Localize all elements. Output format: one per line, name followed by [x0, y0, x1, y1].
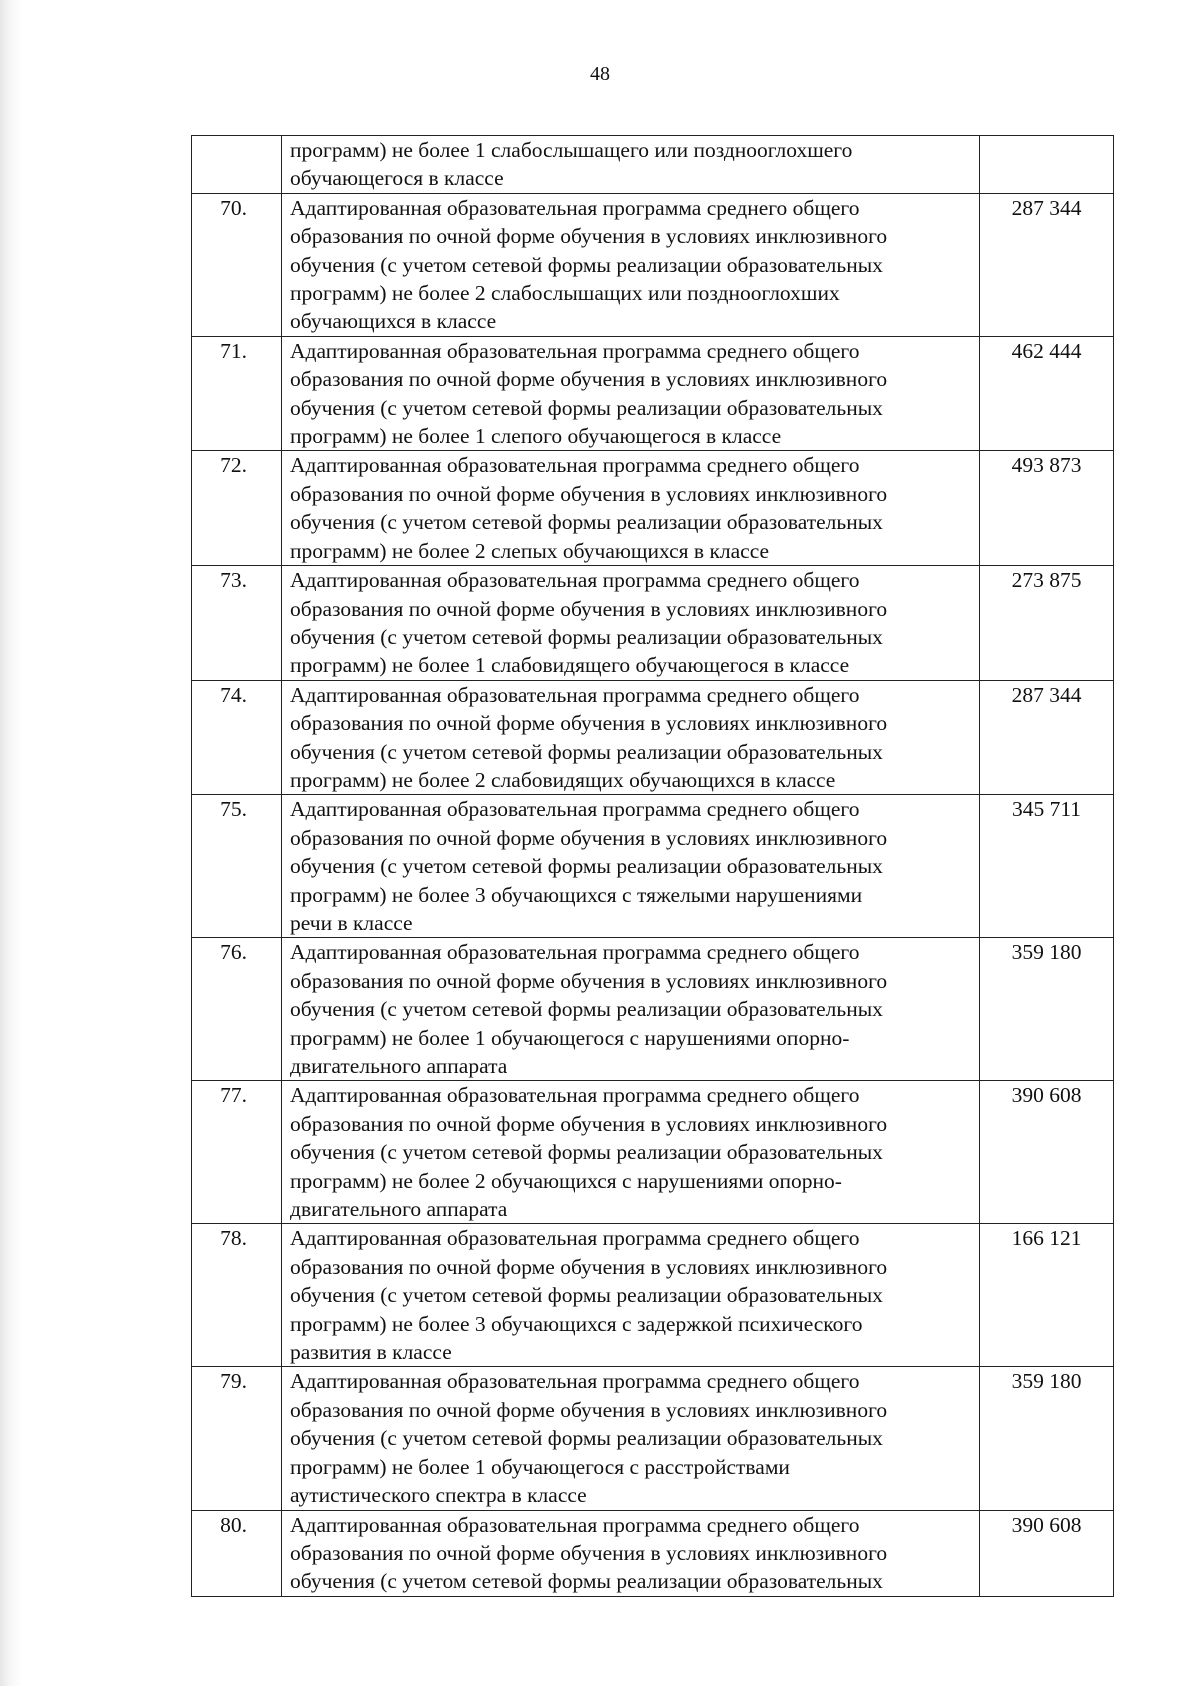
row-number: 70. — [192, 193, 282, 336]
description-line: Адаптированная образовательная программа среднего общего — [290, 682, 860, 707]
description-line: программ) не более 1 слабовидящего обучающегося в классе — [290, 653, 850, 678]
description-line: обучения (с учетом сетевой формы реализации образовательных — [290, 997, 883, 1022]
cost-amount — [980, 136, 1114, 194]
description-line: двигательного аппарата — [290, 1054, 508, 1078]
description-line: двигательного аппарата — [290, 1197, 508, 1222]
description-line: обучения (с учетом сетевой формы реализации образовательных — [290, 252, 883, 277]
row-number: 74. — [192, 680, 282, 795]
description-line: обучения (с учетом сетевой формы реализации образовательных — [290, 1140, 883, 1165]
table-row — [192, 795, 1114, 938]
description-line: Адаптированная образовательная программа среднего общего — [290, 1512, 860, 1537]
row-number: 71. — [192, 336, 282, 451]
table-body — [192, 136, 1114, 1597]
table-row — [192, 566, 1114, 681]
description-line: Адаптированная образовательная программа среднего общего — [290, 940, 860, 965]
description-line: аутистического спектра в классе — [290, 1483, 587, 1508]
row-number: 77. — [192, 1081, 282, 1224]
description-line: Адаптированная образовательная программа среднего общего — [290, 195, 860, 220]
description-line: образования по очной форме обучения в условиях инклюзивного — [290, 968, 888, 993]
program-description — [282, 193, 980, 336]
description-line: образования по очной форме обучения в условиях инклюзивного — [290, 1540, 888, 1565]
program-description — [282, 1224, 980, 1367]
row-number: 75. — [192, 795, 282, 938]
description-line: образования по очной форме обучения в условиях инклюзивного — [290, 1111, 888, 1136]
description-line: программ) не более 1 слепого обучающегося в классе — [290, 424, 782, 449]
program-description — [282, 1081, 980, 1224]
description-line: программ) не более 3 обучающихся с задержкой психического — [290, 1311, 863, 1336]
table-row — [192, 336, 1114, 451]
table-row — [192, 1224, 1114, 1367]
description-line: образования по очной форме обучения в условиях инклюзивного — [290, 1397, 888, 1422]
description-line: обучения (с учетом сетевой формы реализации образовательных — [290, 1569, 883, 1594]
cost-amount: 345 711 — [980, 795, 1114, 938]
description-line: Адаптированная образовательная программа среднего общего — [290, 568, 860, 593]
cost-amount: 287 344 — [980, 680, 1114, 795]
description-line: программ) не более 2 слабовидящих обучающихся в классе — [290, 767, 836, 792]
description-line: образования по очной форме обучения в условиях инклюзивного — [290, 825, 888, 850]
program-description — [282, 336, 980, 451]
scan-edge-shadow — [0, 0, 22, 1686]
description-line: Адаптированная образовательная программа среднего общего — [290, 1083, 860, 1108]
table-row — [192, 451, 1114, 566]
description-line: программ) не более 2 слабослышащих или позднооглохших — [290, 281, 840, 306]
cost-amount: 390 608 — [980, 1081, 1114, 1224]
description-line: программ) не более 1 обучающегося с расстройствами — [290, 1454, 790, 1479]
program-description — [282, 451, 980, 566]
description-line: Адаптированная образовательная программа среднего общего — [290, 1369, 860, 1394]
description-line: Адаптированная образовательная программа среднего общего — [290, 453, 860, 478]
description-line: образования по очной форме обучения в условиях инклюзивного — [290, 367, 888, 392]
description-line: обучения (с учетом сетевой формы реализации образовательных — [290, 395, 883, 420]
table-row — [192, 680, 1114, 795]
table-row — [192, 1510, 1114, 1596]
cost-amount: 462 444 — [980, 336, 1114, 451]
description-line: обучения (с учетом сетевой формы реализации образовательных — [290, 510, 883, 535]
description-line: обучения (с учетом сетевой формы реализации образовательных — [290, 1283, 883, 1308]
cost-amount: 493 873 — [980, 451, 1114, 566]
program-description — [282, 938, 980, 1081]
description-line: Адаптированная образовательная программа среднего общего — [290, 1226, 860, 1251]
cost-amount: 390 608 — [980, 1510, 1114, 1596]
description-line: обучения (с учетом сетевой формы реализации образовательных — [290, 739, 883, 764]
cost-amount: 359 180 — [980, 938, 1114, 1081]
program-description — [282, 1367, 980, 1510]
cost-amount: 359 180 — [980, 1367, 1114, 1510]
description-line: обучения (с учетом сетевой формы реализации образовательных — [290, 1426, 883, 1451]
row-number: 80. — [192, 1510, 282, 1596]
cost-amount: 273 875 — [980, 566, 1114, 681]
cost-amount: 166 121 — [980, 1224, 1114, 1367]
description-line: программ) не более 1 обучающегося с нарушениями опорно- — [290, 1025, 850, 1050]
page-number: 48 — [590, 63, 610, 85]
description-line: программ) не более 1 слабослышащего или позднооглохшего — [290, 138, 853, 162]
table-row — [192, 938, 1114, 1081]
description-line: образования по очной форме обучения в условиях инклюзивного — [290, 224, 888, 249]
description-line: программ) не более 2 обучающихся с нарушениями опорно- — [290, 1168, 842, 1193]
row-number: 78. — [192, 1224, 282, 1367]
program-cost-table — [191, 135, 1114, 1597]
description-line: Адаптированная образовательная программа среднего общего — [290, 338, 860, 363]
row-number — [192, 136, 282, 194]
program-description — [282, 680, 980, 795]
description-line: обучения (с учетом сетевой формы реализации образовательных — [290, 854, 883, 879]
table-row — [192, 136, 1114, 194]
program-description — [282, 136, 980, 194]
table-row — [192, 1081, 1114, 1224]
description-line: обучающегося в классе — [290, 166, 504, 191]
row-number: 76. — [192, 938, 282, 1081]
description-line: образования по очной форме обучения в условиях инклюзивного — [290, 596, 888, 621]
row-number: 72. — [192, 451, 282, 566]
cost-amount: 287 344 — [980, 193, 1114, 336]
table-row — [192, 1367, 1114, 1510]
description-line: образования по очной форме обучения в условиях инклюзивного — [290, 1254, 888, 1279]
program-description — [282, 795, 980, 938]
row-number: 73. — [192, 566, 282, 681]
description-line: программ) не более 2 слепых обучающихся в классе — [290, 538, 770, 563]
description-line: программ) не более 3 обучающихся с тяжелыми нарушениями — [290, 882, 863, 907]
program-description — [282, 1510, 980, 1596]
description-line: развития в классе — [290, 1340, 452, 1365]
row-number: 79. — [192, 1367, 282, 1510]
description-line: обучающихся в классе — [290, 309, 497, 334]
description-line: обучения (с учетом сетевой формы реализации образовательных — [290, 624, 883, 649]
program-description — [282, 566, 980, 681]
description-line: образования по очной форме обучения в условиях инклюзивного — [290, 481, 888, 506]
description-line: образования по очной форме обучения в условиях инклюзивного — [290, 711, 888, 736]
table-row — [192, 193, 1114, 336]
description-line: речи в классе — [290, 910, 413, 935]
description-line: Адаптированная образовательная программа среднего общего — [290, 797, 860, 822]
